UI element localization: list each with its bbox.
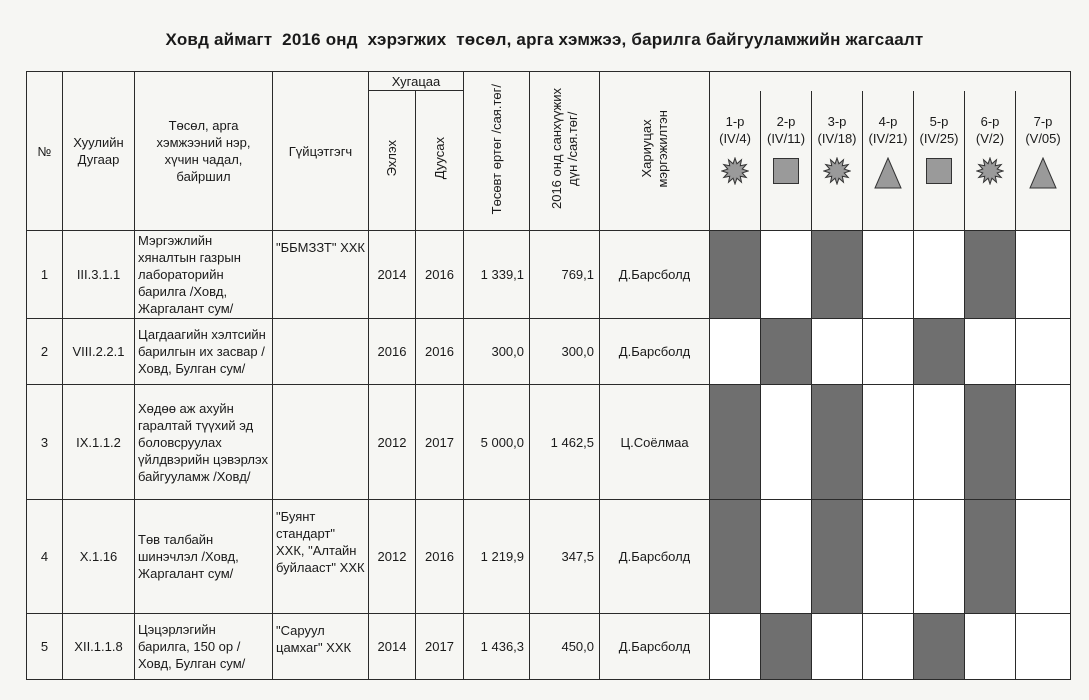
projects-table	[26, 71, 1071, 680]
session-label: 4-р	[878, 113, 898, 129]
table-row	[27, 500, 1071, 614]
session-cell-6	[965, 319, 1016, 385]
session-date: (IV/21)	[868, 130, 908, 146]
estimated-cost: 1 436,3	[464, 614, 530, 680]
start-year: 2012	[369, 385, 416, 500]
law-number: VIII.2.2.1	[63, 319, 135, 385]
project-name: Цэцэрлэгийн барилга, 150 ор /Ховд, Булган сум/	[135, 614, 273, 680]
law-number: IX.1.1.2	[63, 385, 135, 500]
session-label: 1-р	[725, 113, 745, 129]
page-title: Ховд аймагт 2016 онд хэрэгжих төсөл, арга хэмжээ, барилга байгууламжийн жагсаалт	[165, 30, 924, 49]
header-law-number: Хуулийн Дугаар	[63, 72, 135, 231]
session-cell-6	[965, 231, 1016, 319]
contractor: "ББМЗЗТ" ХХК	[273, 231, 369, 319]
session-cell-2	[761, 231, 812, 319]
session-header-2	[761, 91, 812, 231]
header-responsible: Хариуцах мэргэжилтэн	[600, 72, 710, 231]
triangle-icon	[1016, 157, 1070, 189]
session-date: (IV/25)	[919, 130, 959, 146]
funding-2016: 769,1	[530, 231, 600, 319]
session-cell-4	[863, 319, 914, 385]
start-year: 2014	[369, 231, 416, 319]
session-label: 7-р	[1033, 113, 1053, 129]
session-cell-3	[812, 500, 863, 614]
end-year: 2016	[416, 500, 464, 614]
funding-2016: 300,0	[530, 319, 600, 385]
table-row	[27, 385, 1071, 500]
session-cell-5	[914, 231, 965, 319]
session-date: (V/2)	[975, 130, 1005, 146]
header-contractor: Гүйцэтгэгч	[273, 72, 369, 231]
contractor	[273, 319, 369, 385]
row-number: 2	[27, 319, 63, 385]
session-cell-3	[812, 319, 863, 385]
session-cell-6	[965, 614, 1016, 680]
session-label: 5-р	[929, 113, 949, 129]
table-row	[27, 231, 1071, 319]
session-cell-7	[1016, 500, 1071, 614]
estimated-cost: 1 339,1	[464, 231, 530, 319]
start-year: 2016	[369, 319, 416, 385]
header-estimated-cost: Төсөвт өртөг /сая.төг/	[464, 72, 530, 231]
funding-2016: 1 462,5	[530, 385, 600, 500]
session-cell-4	[863, 385, 914, 500]
header-sessions-top	[710, 72, 1071, 91]
end-year: 2017	[416, 614, 464, 680]
row-number: 5	[27, 614, 63, 680]
session-cell-4	[863, 500, 914, 614]
header-no: №	[27, 72, 63, 231]
end-year: 2016	[416, 231, 464, 319]
session-cell-3	[812, 385, 863, 500]
contractor: "Саруул цамхаг" ХХК	[273, 614, 369, 680]
header-end: Дуусах	[416, 91, 464, 231]
project-name: Мэргэжлийн хяналтын газрын лабораторийн барилга /Ховд, Жаргалант сум/	[135, 231, 273, 319]
session-cell-6	[965, 500, 1016, 614]
session-cell-3	[812, 231, 863, 319]
session-header-5	[914, 91, 965, 231]
session-cell-5	[914, 614, 965, 680]
starburst-icon	[812, 157, 862, 185]
estimated-cost: 5 000,0	[464, 385, 530, 500]
project-name: Хөдөө аж ахуйн гаралтай түүхий эд боловсруулах үйлдвэрийн цэвэрлэх байгууламж /Ховд/	[135, 385, 273, 500]
starburst-icon	[710, 157, 760, 185]
session-cell-4	[863, 231, 914, 319]
header-duration: Хугацаа	[369, 72, 464, 91]
session-header-6	[965, 91, 1016, 231]
start-year: 2012	[369, 500, 416, 614]
session-cell-3	[812, 614, 863, 680]
law-number: III.3.1.1	[63, 231, 135, 319]
funding-2016: 347,5	[530, 500, 600, 614]
session-cell-1	[710, 319, 761, 385]
square-icon	[761, 157, 811, 185]
session-cell-1	[710, 385, 761, 500]
session-cell-2	[761, 500, 812, 614]
session-cell-1	[710, 500, 761, 614]
responsible-person: Ц.Соёлмаа	[600, 385, 710, 500]
estimated-cost: 300,0	[464, 319, 530, 385]
session-cell-5	[914, 385, 965, 500]
row-number: 1	[27, 231, 63, 319]
session-cell-2	[761, 385, 812, 500]
session-cell-1	[710, 614, 761, 680]
session-cell-5	[914, 319, 965, 385]
session-cell-7	[1016, 614, 1071, 680]
law-number: XII.1.1.8	[63, 614, 135, 680]
session-cell-6	[965, 385, 1016, 500]
header-funding-2016: 2016 онд санхүүжих дүн /сая.төг/	[530, 72, 600, 231]
session-cell-5	[914, 500, 965, 614]
responsible-person: Д.Барсболд	[600, 231, 710, 319]
end-year: 2017	[416, 385, 464, 500]
header-project: Төсөл, арга хэмжээний нэр, хүчин чадал, байршил	[135, 72, 273, 231]
contractor	[273, 385, 369, 500]
session-label: 2-р	[776, 113, 796, 129]
responsible-person: Д.Барсболд	[600, 319, 710, 385]
triangle-icon	[863, 157, 913, 189]
session-date: (IV/11)	[766, 130, 806, 146]
row-number: 3	[27, 385, 63, 500]
session-cell-2	[761, 319, 812, 385]
session-date: (V/05)	[1025, 130, 1061, 146]
session-cell-1	[710, 231, 761, 319]
starburst-icon	[965, 157, 1015, 185]
square-icon	[914, 157, 964, 185]
session-date: (IV/18)	[817, 130, 857, 146]
responsible-person: Д.Барсболд	[600, 500, 710, 614]
session-cell-7	[1016, 231, 1071, 319]
contractor: "Буянт стандарт" ХХК, "Алтайн буйлааст" ХХК	[273, 500, 369, 614]
project-name: Цагдаагийн хэлтсийн барилгын их засвар /Ховд, Булган сум/	[135, 319, 273, 385]
table-row	[27, 319, 1071, 385]
session-cell-4	[863, 614, 914, 680]
responsible-person: Д.Барсболд	[600, 614, 710, 680]
session-header-4	[863, 91, 914, 231]
start-year: 2014	[369, 614, 416, 680]
session-cell-7	[1016, 319, 1071, 385]
table-row	[27, 614, 1071, 680]
row-number: 4	[27, 500, 63, 614]
session-header-7	[1016, 91, 1071, 231]
header-start: Эхлэх	[369, 91, 416, 231]
project-name: Төв талбайн шинэчлэл /Ховд, Жаргалант сум/	[135, 500, 273, 614]
session-cell-2	[761, 614, 812, 680]
session-label: 6-р	[980, 113, 1000, 129]
session-header-3	[812, 91, 863, 231]
estimated-cost: 1 219,9	[464, 500, 530, 614]
session-header-1	[710, 91, 761, 231]
end-year: 2016	[416, 319, 464, 385]
session-label: 3-р	[827, 113, 847, 129]
funding-2016: 450,0	[530, 614, 600, 680]
law-number: X.1.16	[63, 500, 135, 614]
session-cell-7	[1016, 385, 1071, 500]
session-date: (IV/4)	[719, 130, 751, 146]
